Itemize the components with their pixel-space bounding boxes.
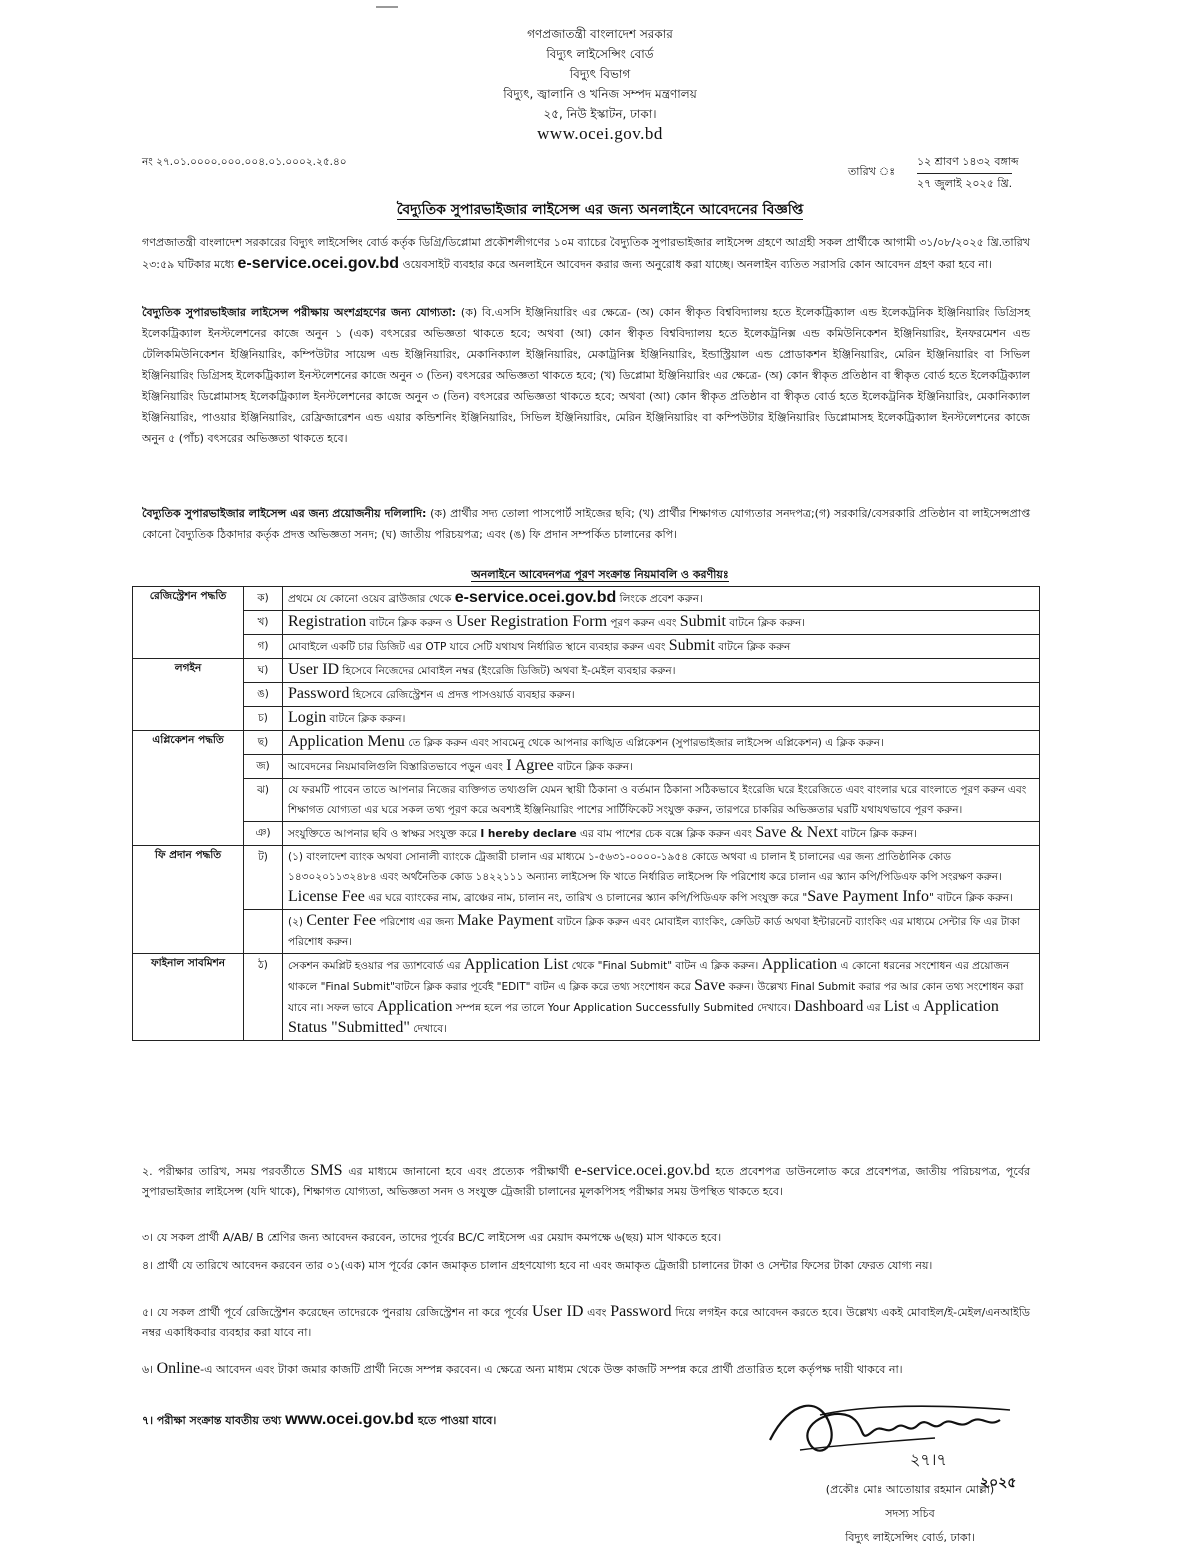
step-number: ঘ) xyxy=(244,659,283,683)
table-row xyxy=(133,755,1040,779)
govt-name: গণপ্রজাতন্ত্রী বাংলাদেশ সরকার xyxy=(527,27,673,41)
step-text: User ID হিসেবে নিজেদের মোবাইল নম্বর (ইংরেজি ডিজিট) অথবা ই-মেইল ব্যবহার করুন। xyxy=(283,659,1040,683)
category-application: এপ্লিকেশন পদ্ধতি xyxy=(133,731,244,846)
table-row xyxy=(133,731,1040,755)
table-row xyxy=(133,635,1040,659)
step-number: খ) xyxy=(244,611,283,635)
ministry-name: বিদ্যুৎ, জ্বালানি ও খনিজ সম্পদ মন্ত্রণালয় xyxy=(503,87,697,101)
step-number: ঙ) xyxy=(244,683,283,707)
category-registration: রেজিস্ট্রেশন পদ্ধতি xyxy=(133,587,244,659)
eservice-link-note[interactable]: e-service.ocei.gov.bd xyxy=(574,1162,710,1179)
documents-paragraph xyxy=(142,503,1030,545)
step-text: Application Menu তে ক্লিক করুন এবং সাবমেনু থেকে আপনার কাঙ্খিত এপ্লিকেশন (সুপারভাইজার লাইসেন্স এপ্লিকেশন) এ ক্লিক করুন। xyxy=(283,731,1040,755)
step-text: আবেদনের নিয়মাবলিগুলি বিস্তারিতভাবে পড়ুন এবং I Agree বাটনে ক্লিক করুন। xyxy=(283,755,1040,779)
step-text: (১) বাংলাদেশ ব্যাংক অথবা সোনালী ব্যাংকে ট্রেজারী চালান এর মাধ্যমে ১-৫৬৩১-০০০০-১৯৫৪ কোডে অথবা এ চালান ই চালানের এর জন্য প্রাতিষ্ঠানিক কোড ১৪৩০২০১১৩২৪৮৪ এবং অর্থনৈতিক কোড ১৪২২১১১ অন্যান্য লাইসেন্স ফি খাতে নির্ধারিত লাইসেন্স ফি পরিশোধ করে চালান এর স্ক্যান কপি/পিডিএফ কপি সংরক্ষণ করুন। License Fee এর ঘরে ব্যাংকের নাম, ব্রাঞ্চের নাম, চালান নং, তারিখ ও চালানের স্ক্যান কপি/পিডিএফ কপি সংযুক্ত করে "Save Payment Info" বাটনে ক্লিক করুন। xyxy=(283,846,1040,910)
eligibility-paragraph xyxy=(142,302,1030,449)
date-bangla: ১২ শ্রাবণ ১৪৩২ বঙ্গাব্দ xyxy=(917,155,1019,168)
step-text: সংযুক্তিতে আপনার ছবি ও স্বাক্ষর সংযুক্ত করে I hereby declare এর বাম পাশের চেক বক্সে ক্লিক করুন এবং Save & Next বাটনে ক্লিক করুন। xyxy=(283,822,1040,846)
table-row xyxy=(133,846,1040,910)
eservice-link[interactable]: e-service.ocei.gov.bd xyxy=(454,589,617,606)
step-number: ঞ) xyxy=(244,822,283,846)
note-4: ৪। প্রার্থী যে তারিখে আবেদন করবেন তার ০১(এক) মাস পূর্বের কোন জমাকৃত চালান গ্রহণযোগ্য হবে না এবং জমাকৃত ট্রেজারী চালানের টাকা ও সেন্টার ফিসের টাকা ফেরত যোগ্য নয়। xyxy=(142,1259,933,1272)
table-row xyxy=(133,779,1040,822)
notice-title-text: বৈদ্যুতিক সুপারভাইজার লাইসেন্স এর জন্য অনলাইনে আবেদনের বিজ্ঞপ্তি xyxy=(396,202,804,218)
table-title xyxy=(0,566,1200,585)
step-text: প্রথমে যে কোনো ওয়েব ব্রাউজার থেকে e-service.ocei.gov.bd লিংকে প্রবেশ করুন। xyxy=(283,587,1040,611)
note-7: ৭। পরীক্ষা সংক্রান্ত যাবতীয় তথ্য www.ocei.gov.bd হতে পাওয়া যাবে। xyxy=(142,1411,497,1428)
table-row xyxy=(133,683,1040,707)
website-link-note[interactable]: www.ocei.gov.bd xyxy=(285,1411,414,1428)
note-2: ২. পরীক্ষার তারিখ, সময় পরবর্তীতে SMS এর মাধ্যমে জানানো হবে এবং প্রত্যেক পরীক্ষার্থী e-service.ocei.gov.bd হতে প্রবেশপত্র ডাউনলোড করে প্রবেশপত্র, জাতীয় পরিচয়পত্র, পূর্বের সুপারভাইজার লাইসেন্স (যদি থাকে), শিক্ষাগত যোগ্যতা, অভিজ্ঞতা সনদ ও সংযুক্ত ট্রেজারী চালানের মূলকপিসহ পরীক্ষার সময় উপস্থিত থাকতে হবে। xyxy=(142,1162,1030,1198)
step-text: মোবাইলে একটি চার ডিজিট এর OTP যাবে সেটি যথাযথ নির্ধারিত স্থানে ব্যবহার করুন এবং Submit বাটনে ক্লিক করুন xyxy=(283,635,1040,659)
eligibility-text: (ক) বি.এসসি ইঞ্জিনিয়ারিং এর ক্ষেত্রে- (অ) কোন স্বীকৃত বিশ্ববিদ্যালয় হতে ইলেকট্রিক্যাল এন্ড ইলেকট্রনিক ইঞ্জিনিয়ারিং ডিগ্রিসহ ইলেকট্রিক্যাল ইনস্টলেশনের কাজে অনুন ১ (এক) বৎসরের অভিজ্ঞতা থাকতে হবে; অথবা (আ) কোন স্বীকৃত বিশ্ববিদ্যালয় হতে ইলেকট্রনিক্স এন্ড কমিউনিকেশন ইঞ্জিনিয়ারিং, ইনফরমেশন এন্ড টেলিকমিউনিকেশন ইঞ্জিনিয়ারিং, কম্পিউটার সায়েন্স এন্ড ইঞ্জিনিয়ারিং, মেকানিক্যাল ইঞ্জিনিয়ারিং, মেকাট্রনিক্স ইঞ্জিনিয়ারিং, ইন্ডাস্ট্রিয়াল এন্ড প্রোডাকশন ইঞ্জিনিয়ারিং, মেরিন ইঞ্জিনিয়ারিং বা সিভিল ইঞ্জিনিয়ারিং ডিগ্রিসহ ইলেকট্রিক্যাল ইনস্টলেশনের কাজে অনুন ৩ (তিন) বৎসরের অভিজ্ঞতা থাকতে হবে; (খ) ডিপ্লোমা ইঞ্জিনিয়ারিং এর ক্ষেত্রে- (অ) কোন স্বীকৃত প্রতিষ্ঠান বা স্বীকৃত বোর্ড হতে ইলেকট্রিক্যাল ইঞ্জিনিয়ারিং ডিপ্লোমাসহ ইলেকট্রিক্যাল ইনস্টলেশনের কাজে অনুন ৩ (তিন) বৎসরের অভিজ্ঞতা থাকতে হবে; অথবা (আ) কোন স্বীকৃত প্রতিষ্ঠান বা স্বীকৃত বোর্ড হতে ইলেকট্রনিক ইঞ্জিনিয়ারিং, মেকানিক্যাল ইঞ্জিনিয়ারিং, পাওয়ার ইঞ্জিনিয়ারিং, রেফ্রিজারেশন এন্ড এয়ার কন্ডিশনিং ইঞ্জিনিয়ারিং, সিভিল ইঞ্জিনিয়ারিং, মেরিন ইঞ্জিনিয়ারিং বা কম্পিউটার ইঞ্জিনিয়ারিং ডিপ্লোমাসহ ইলেকট্রিক্যাল ইনস্টলেশনের কাজে অনুন ৫ (পাঁচ) বৎসরের অভিজ্ঞতা থাকতে হবে। xyxy=(142,306,1031,445)
step-number: গ) xyxy=(244,635,283,659)
documents-heading: বৈদ্যুতিক সুপারভাইজার লাইসেন্স এর জন্য প্রয়োজনীয় দলিলাদি: xyxy=(142,507,427,520)
step-text: Registration বাটনে ক্লিক করুন ও User Registration Form পূরণ করুন এবং Submit বাটনে ক্লিক করুন। xyxy=(283,611,1040,635)
note-5: ৫। যে সকল প্রার্থী পূর্বে রেজিস্ট্রেশন করেছেন তাদেরকে পুনরায় রেজিস্ট্রেশন না করে পূর্বের User ID এবং Password দিয়ে লগইন করে আবেদন করতে হবে। উল্লেখ্য একই মোবাইল/ই-মেইল/এনআইডি নম্বর একাধিকবার ব্যবহার করা যাবে না। xyxy=(142,1303,1031,1339)
address: ২৫, নিউ ইস্কাটন, ঢাকা। xyxy=(543,107,657,121)
step-number: ঠ) xyxy=(244,954,283,1041)
documents-text: (ক) প্রার্থীর সদ্য তোলা পাসপোর্ট সাইজের ছবি; (খ) প্রার্থীর শিক্ষাগত যোগ্যতার সনদপত্র;(গ) সরকারি/বেসরকারি প্রতিষ্ঠান বা লাইসেন্সপ্রাপ্ত কোনো বৈদ্যুতিক ঠিকাদার কর্তৃক প্রদত্ত অভিজ্ঞতা সনদ; (ঘ) জাতীয় পরিচয়পত্র; এবং (ঙ) ফি প্রদান সম্পর্কিত চালানের কপি। xyxy=(142,507,1030,541)
step-text: সেকশন কমপ্লিট হওয়ার পর ড্যাশবোর্ড এর Application List থেকে "Final Submit" বাটন এ ক্লিক করুন। Application এ কোনো ধরনের সংশোধন এর প্রয়োজন থাকলে "Final Submit"বাটনে ক্লিক করার পূর্বেই "EDIT" বাটন এ ক্লিক করে তথ্য সংশোধন করে Save করুন। উল্লেখ্য Final Submit করার পর আর কোন তথ্য সংশোধন করা যাবে না। সফল ভাবে Application সম্পন্ন হলে পর তালে Your Application Successfully Submited দেখাবে। Dashboard এর List এ Application Status "Submitted" দেখাবে। xyxy=(283,954,1040,1041)
table-row xyxy=(133,659,1040,683)
table-row xyxy=(133,822,1040,846)
table-title-text: অনলাইনে আবেদনপত্র পূরণ সংক্রান্ত নিয়মাবলি ও করণীয়ঃ xyxy=(471,568,729,581)
signatory-name: (প্রকৌঃ মোঃ আতোয়ার রহমান মোল্লা) xyxy=(825,1483,995,1496)
step-text: (২) Center Fee পরিশোধ এর জন্য Make Payment বাটনে ক্লিক করুন এবং মোবাইল ব্যাংকিং, ক্রেডিট কার্ড অথবা ইন্টারনেট ব্যাংকিং এর মাধ্যমে সেন্টার ফি এর টাকা পরিশোধ করুন। xyxy=(283,910,1040,954)
signatory-block xyxy=(760,1478,1060,1550)
step-text: Password হিসেবে রেজিস্ট্রেশন এ প্রদত্ত পাসওয়ার্ড ব্যবহার করুন। xyxy=(283,683,1040,707)
signature-year: ২০২৫ xyxy=(980,1475,1017,1490)
signatory-office: বিদ্যুৎ লাইসেন্সিং বোর্ড, ঢাকা। xyxy=(845,1531,975,1544)
note-6: ৬। Online-এ আবেদন এবং টাকা জমার কাজটি প্রার্থী নিজে সম্পন্ন করবেন। এ ক্ষেত্রে অন্য মাধ্যম থেকে উক্ত কাজটি সম্পন্ন করে প্রার্থী প্রতারিত হলে কর্তৃপক্ষ দায়ী থাকবে না। xyxy=(142,1360,903,1377)
memo-number: নং ২৭.০১.০০০০.০০০.০০৪.০১.০০০২.২৫.৪০ xyxy=(142,156,347,168)
intro-paragraph xyxy=(142,232,1030,275)
note-3: ৩। যে সকল প্রার্থী A/AB/ B শ্রেণির জন্য আবেদন করবেন, তাদের পূর্বের BC/C লাইসেন্স এর মেয়াদ কমপক্ষে ৬(ছয়) মাস থাকতে হবে। xyxy=(142,1231,722,1244)
signature-date: ২৭।৭ xyxy=(910,1450,947,1469)
letterhead xyxy=(300,24,900,144)
step-number-empty xyxy=(244,910,283,954)
intro-url[interactable]: e-service.ocei.gov.bd xyxy=(237,255,400,272)
table-row xyxy=(133,910,1040,954)
intro-text-1: গণপ্রজাতন্ত্রী বাংলাদেশ সরকারের বিদ্যুৎ লাইসেন্সিং বোর্ড কর্তৃক ডিগ্রি/ডিপ্লোমা প্রকৌশলীগণের ১০ম ব্যাচের বৈদ্যুতিক সুপারভাইজার লাইসেন্স গ্রহণে আগ্রহী সকল প্রার্থীকে আগামী ৩১/০৮/২০২৫ খ্রি.তারিখ ২৩:৫৯ ঘটিকার মধ্যে xyxy=(142,236,1030,271)
signatory-designation: সদস্য সচিব xyxy=(885,1507,935,1520)
signature-image xyxy=(760,1380,1040,1490)
board-name: বিদ্যুৎ লাইসেন্সিং বোর্ড xyxy=(546,47,654,61)
website-link[interactable]: www.ocei.gov.bd xyxy=(537,124,663,143)
date-english: ২৭ জুলাই ২০২৫ খ্রি. xyxy=(917,173,1012,194)
instructions-table xyxy=(132,586,1040,1041)
step-number: ট) xyxy=(244,846,283,910)
date-label: তারিখ ঃ xyxy=(848,165,896,178)
eligibility-heading: বৈদ্যুতিক সুপারভাইজার লাইসেন্স পরীক্ষায় অংশগ্রহণের জন্য যোগ্যতা: xyxy=(142,306,457,319)
table-row xyxy=(133,587,1040,611)
step-number: চ) xyxy=(244,707,283,731)
scan-mark xyxy=(376,6,398,8)
step-number: ছ) xyxy=(244,731,283,755)
step-number: জ) xyxy=(244,755,283,779)
notice-title xyxy=(0,198,1200,222)
step-number: ঝ) xyxy=(244,779,283,822)
category-final-submission: ফাইনাল সাবমিশন xyxy=(133,954,244,1041)
table-row xyxy=(133,954,1040,1041)
step-text: Login বাটনে ক্লিক করুন। xyxy=(283,707,1040,731)
category-fee: ফি প্রদান পদ্ধতি xyxy=(133,846,244,954)
division-name: বিদ্যুৎ বিভাগ xyxy=(569,67,631,81)
step-number: ক) xyxy=(244,587,283,611)
category-login: লগইন xyxy=(133,659,244,731)
step-text: যে ফরমটি পাবেন তাতে আপনার নিজের ব্যক্তিগত তথ্যগুলি যেমন স্থায়ী ঠিকানা ও বর্তমান ঠিকানা সঠিকভাবে ইংরেজি ঘরে ইংরেজিতে এবং বাংলার ঘরে বাংলাতে পূরণ করুন এবং শিক্ষাগত যোগ্যতা এর ঘরে সকল তথ্য পূরণ করে অবশ্যই ইঞ্জিনিয়ারিং পাশের সার্টিফিকেট সংযুক্ত করুন, তারপরে চাকরির অভিজ্ঞতার ঘরটি যথাযথভাবে পূরণ করুন। xyxy=(283,779,1040,822)
table-row xyxy=(133,611,1040,635)
table-row xyxy=(133,707,1040,731)
intro-text-2: ওয়েবসাইট ব্যবহার করে অনলাইনে আবেদন করার জন্য অনুরোধ করা যাচ্ছে। অনলাইন ব্যতিত সরাসরি কোন আবেদন গ্রহণ করা হবে না। xyxy=(399,258,993,271)
